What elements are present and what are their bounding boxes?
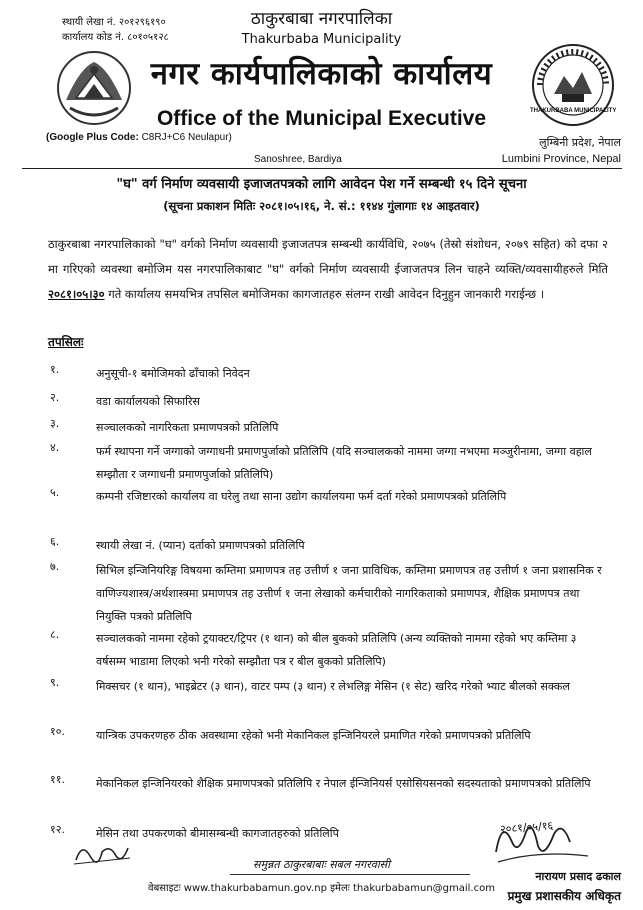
- item-text: सञ्चालकको नागरिकता प्रमाणपत्रको प्रतिलिपि: [96, 421, 279, 434]
- office-code-value: ८०१०५१२८: [127, 32, 169, 43]
- logo-caption: THAKURBABA MUNICIPALITY: [530, 108, 617, 114]
- item-text: मेसिन तथा उपकरणको बीमासम्बन्धी कागजातहरुको प्रतिलिपि: [96, 827, 339, 840]
- signature-date: २०८१/०५/१६: [499, 819, 554, 836]
- item-number: ५.: [50, 486, 60, 499]
- intro-text-1: ठाकुरबाबा नगरपालिकाको "घ" वर्गको निर्माण व्यवसायी इजाजतपत्र सम्बन्धी कार्यविधि, २०७५ (तेस्रो संशोधन, २०७९ सहित) को दफा २ मा गरिएको व्यवस्था बमोजिम यस नगरपालिकाबाट "घ" वर्गको निर्माण व्यवसायी ईजाजतपत्र लिन चाहने व्यक्ति/व्यवसायीहरुले मिति: [48, 237, 608, 276]
- item-number: ६.: [50, 535, 60, 548]
- office-title-en: Office of the Municipal Executive: [156, 107, 487, 130]
- gplus-label: (Google Plus Code:: [46, 132, 142, 143]
- footer-contact: वेबसाइटः www.thakurbabamun.gov.np इमेलः thakurbabamun@gmail.com: [148, 883, 495, 894]
- province-en: Lumbini Province, Nepal: [501, 153, 621, 165]
- signatory-title: प्रमुख प्रशासकीय अधिकृत: [507, 889, 621, 903]
- item-text: मिक्सचर (१ थान), भाइब्रेटर (३ थान), वाटर पम्प (३ थान) र लेभलिङ्ग मेसिन (१ सेट) खरिद गरेको भ्याट बीलको सक्कल: [96, 680, 570, 693]
- office-code-label: कार्यालय कोड नं.: [62, 32, 128, 43]
- intro-text-2: गते कार्यालय समयभित्र तपसिल बमोजिमका कागजातहरु संलग्न राखी आवेदन दिनुहुन जानकारी गराईन्छ ।: [104, 287, 545, 301]
- item-number: ९.: [50, 676, 60, 689]
- office-address: Sanoshree, Bardiya: [254, 154, 342, 165]
- google-plus-code: [46, 132, 232, 143]
- pan-value: २०१२९६१९०: [118, 17, 166, 28]
- item-text: मेकानिकल इन्जिनियरको शैक्षिक प्रमाणपत्रको प्रतिलिपि र नेपाल ईन्जिनियर्स एसोसियसनको सदस्यताको प्रमाणपत्रको प्रतिलिपि: [96, 777, 591, 790]
- pan-label: स्थायी लेखा नं.: [62, 17, 119, 28]
- header-divider: [22, 168, 622, 169]
- notice-title: "घ" वर्ग निर्माण व्यवसायी इजाजतपत्रको लागि आवेदन पेश गर्ने सम्बन्धी १५ दिने सूचना: [116, 177, 527, 192]
- item-number: ७.: [50, 560, 60, 573]
- footer-motto: समुन्नत ठाकुरबाबाः सबल नगरवासी: [253, 858, 390, 871]
- province-ne: लुम्बिनी प्रदेश, नेपाल: [539, 136, 621, 149]
- item-text: यान्त्रिक उपकरणहरु ठीक अवस्थामा रहेको भनी मेकानिकल इन्जिनियरले प्रमाणित गरेको प्रमाणपत्रको प्रतिलिपि: [96, 729, 531, 742]
- municipality-name-ne: ठाकुरबाबा नगरपालिका: [250, 9, 393, 29]
- item-text: अनुसूची-१ बमोजिमको ढाँचाको निवेदन: [96, 367, 250, 380]
- deadline-date: २०८१।०५।३०: [48, 287, 105, 301]
- item-text: वडा कार्यालयको सिफारिस: [96, 395, 200, 408]
- item-number: १०.: [50, 725, 65, 738]
- item-text: सिभिल इन्जिनियरिङ्ग विषयमा कम्तिमा प्रमाणपत्र तह उत्तीर्ण १ जना प्राविधिक, कम्तिमा प्रमाणपत्र तह उत्तीर्ण १ जना प्रशासनिक र वाणिज्यशास्त्र/अर्थशास्त्रमा प्रमाणपत्र तह उत्तीर्ण १ जना लेखाको कर्मचारीको नागरिकताको प्रमाणपत्र, शैक्षिक प्रमाणपत्र तथा नियुक्ति पत्रको प्रतिलिपि: [96, 564, 602, 623]
- item-text: स्थायी लेखा नं. (प्यान) दर्ताको प्रमाणपत्रको प्रतिलिपि: [96, 539, 305, 552]
- item-number: १.: [50, 363, 60, 376]
- item-text: कम्पनी रजिष्टारको कार्यालय वा घरेलु तथा साना उद्योग कार्यालयमा फर्म दर्ता गरेको प्रमाणपत्रको प्रतिलिपि: [96, 490, 507, 503]
- item-number: २.: [50, 391, 60, 404]
- item-text: फर्म स्थापना गर्ने जग्गाको जग्गाधनी प्रमाणपुर्जाको प्रतिलिपि (यदि सञ्चालकको नाममा जग्गा नभएमा मञ्जुरीनामा, जग्गा वहाल सम्झौता र जग्गाधनी प्रमाणपुर्जाको प्रतिलिपि): [96, 445, 592, 481]
- item-number: १२.: [50, 823, 65, 836]
- municipality-name-en: Thakurbaba Municipality: [241, 32, 402, 47]
- office-title-ne: नगर कार्यपालिकाको कार्यालय: [150, 56, 493, 92]
- item-number: ८.: [50, 628, 60, 641]
- notice-subtitle: (सूचना प्रकाशन मितिः २०८१।०५।१६, ने. सं.: ११४४ गुंलागाः १४ आइतवार): [163, 199, 480, 213]
- item-text: सञ्चालकको नाममा रहेको ट्रयाक्टर/ट्रिपर (१ थान) को बील बुकको प्रतिलिपि (अन्य व्यक्तिको नाममा रहेको भए कम्तिमा ३ वर्षसम्म भाडामा लिएको भनी गरेको सम्झौता पत्र र बील बुकको प्रतिलिपि): [96, 632, 577, 668]
- item-number: ४.: [50, 441, 60, 454]
- item-number: ११.: [50, 773, 65, 786]
- signatory-name: नारायण प्रसाद ढकाल: [535, 870, 621, 883]
- tapasil-heading: तपसिलः: [48, 335, 84, 349]
- item-number: ३.: [50, 417, 60, 430]
- gplus-value: C8RJ+C6 Neulapur): [141, 132, 232, 143]
- notice-intro: [48, 232, 608, 307]
- footer-divider: [230, 874, 470, 875]
